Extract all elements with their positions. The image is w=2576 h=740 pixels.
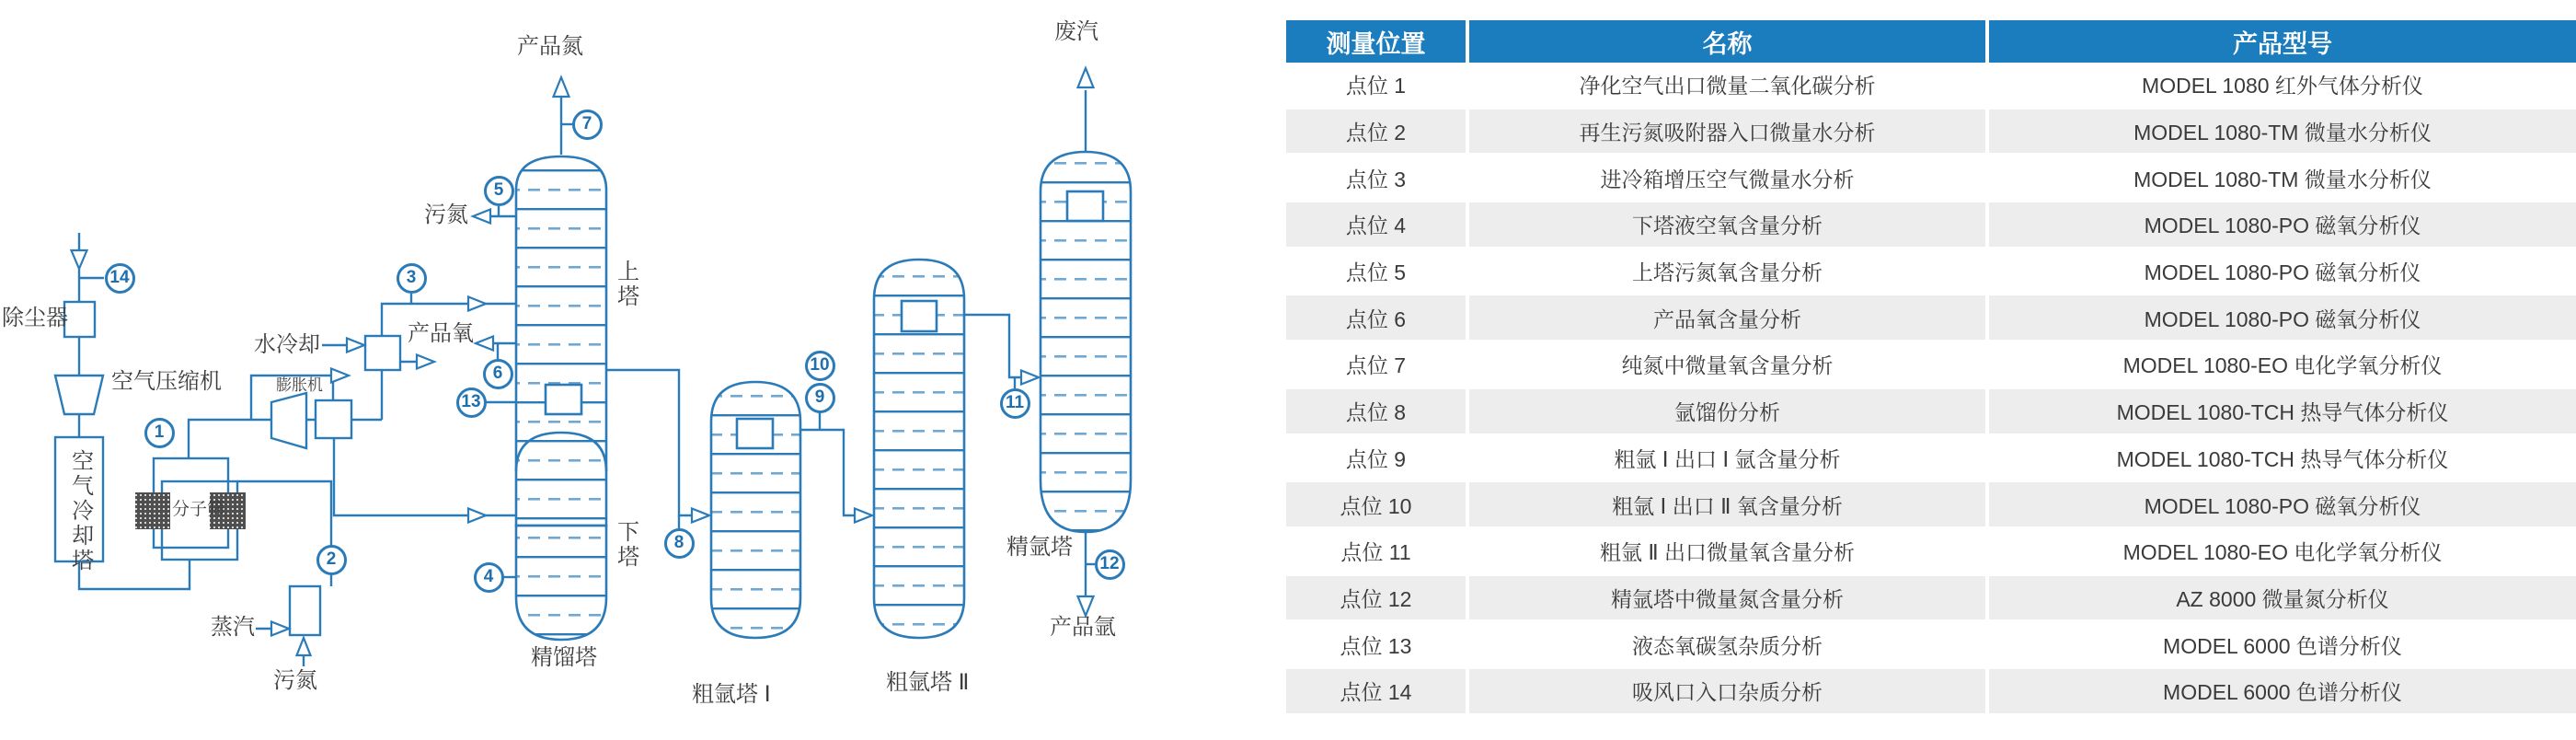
upper-column-label: 上塔 — [613, 260, 638, 309]
table-row — [1286, 482, 2576, 529]
expander-shape — [271, 393, 306, 448]
cell-measure-position: 点位 1 — [1286, 63, 1466, 107]
water-cooler-box — [365, 336, 400, 370]
cell-product-model: MODEL 1080-TCH 热导气体分析仪 — [1989, 436, 2576, 480]
lower-feed-arrow — [468, 509, 486, 523]
product-oxygen-label: 产品氧 — [408, 321, 474, 346]
header-measure-position: 测量位置 — [1286, 20, 1466, 63]
cell-name: 精氩塔中微量氮含量分析 — [1469, 576, 1985, 620]
molecular-sieve-bed-1 — [135, 492, 170, 529]
crude-argon-1-label: 粗氩塔 Ⅰ — [692, 682, 771, 707]
cell-name: 粗氩 Ⅱ 出口微量氧含量分析 — [1469, 529, 1985, 573]
cell-product-model: MODEL 6000 色谱分析仪 — [1989, 622, 2576, 666]
cell-measure-position: 点位 9 — [1286, 436, 1466, 480]
crude-argon-2-label: 粗氩塔 Ⅱ — [886, 670, 970, 695]
expander-label: 膨胀机 — [276, 376, 323, 394]
measure-point-10: 10 — [805, 351, 835, 381]
cell-measure-position: 点位 5 — [1286, 249, 1466, 294]
pure-argon-column-label: 精氩塔 — [1006, 535, 1073, 560]
product-argon-label: 产品氩 — [1050, 615, 1116, 640]
water-cooling-in-arrow — [347, 339, 364, 353]
table-row — [1286, 249, 2576, 296]
table-row — [1286, 342, 2576, 389]
cell-name: 产品氧含量分析 — [1469, 295, 1985, 340]
rectification-column-label: 精馏塔 — [531, 645, 597, 670]
measure-point-9: 9 — [805, 383, 835, 413]
measure-point-6: 6 — [483, 359, 513, 389]
cell-name: 纯氮中微量氧含量分析 — [1469, 342, 1985, 387]
table-row — [1286, 295, 2576, 342]
table-row — [1286, 156, 2576, 202]
cell-name: 氩馏份分析 — [1469, 389, 1985, 434]
cell-measure-position: 点位 11 — [1286, 529, 1466, 573]
lower-column-label: 下塔 — [613, 520, 638, 570]
air-cooling-tower-label: 空气冷却塔 — [67, 449, 93, 573]
cooler-out-arrow — [417, 355, 434, 369]
ca2-condenser-box — [902, 301, 937, 331]
cell-product-model: MODEL 1080-PO 磁氧分析仪 — [1989, 202, 2576, 247]
measure-point-11: 11 — [1000, 388, 1030, 419]
table-row — [1286, 202, 2576, 249]
molecular-sieve-label: 分子筛 — [172, 500, 225, 519]
cell-product-model: MODEL 1080-EO 电化学氧分析仪 — [1989, 342, 2576, 387]
upper-feed-arrow — [468, 297, 486, 311]
pa-feed-arrow — [1021, 371, 1039, 385]
cell-name: 再生污氮吸附器入口微量水分析 — [1469, 110, 1985, 154]
steam-in-arrow — [271, 622, 289, 636]
cell-measure-position: 点位 8 — [1286, 389, 1466, 434]
water-cooling-label: 水冷却 — [254, 332, 320, 357]
measure-point-14: 14 — [105, 263, 135, 294]
cell-product-model: MODEL 1080 红外气体分析仪 — [1989, 63, 2576, 107]
cell-measure-position: 点位 13 — [1286, 622, 1466, 666]
ca1-condenser-box — [737, 419, 773, 448]
cell-name: 吸风口入口杂质分析 — [1469, 669, 1985, 713]
expander-aftercooler-box — [316, 400, 351, 438]
cell-name: 净化空气出口微量二氧化碳分析 — [1469, 63, 1985, 107]
pa-condenser-box — [1067, 191, 1103, 221]
ca1-feed-arrow — [692, 509, 709, 523]
cell-product-model: AZ 8000 微量氮分析仪 — [1989, 576, 2576, 620]
table-row — [1286, 63, 2576, 110]
measure-point-7: 7 — [572, 110, 603, 140]
main-condenser-box — [546, 385, 581, 414]
measure-point-2: 2 — [316, 545, 347, 575]
cell-name: 粗氩 Ⅰ 出口 Ⅰ 氩含量分析 — [1469, 436, 1985, 480]
measure-point-3: 3 — [397, 263, 427, 294]
header-product-model: 产品型号 — [1989, 20, 2576, 63]
cell-name: 粗氩 Ⅰ 出口 Ⅱ 氧含量分析 — [1469, 482, 1985, 526]
header-name: 名称 — [1469, 20, 1985, 63]
table-header-row — [1286, 20, 2576, 63]
cell-name: 液态氧碳氢杂质分析 — [1469, 622, 1985, 666]
cell-measure-position: 点位 14 — [1286, 669, 1466, 713]
air-inlet-arrow — [72, 250, 87, 269]
expander-branch-arrow — [331, 369, 349, 383]
process-flow-diagram — [0, 0, 1279, 740]
table-row — [1286, 576, 2576, 623]
cell-product-model: MODEL 6000 色谱分析仪 — [1989, 669, 2576, 713]
cell-product-model: MODEL 1080-TM 微量水分析仪 — [1989, 110, 2576, 154]
cell-product-model: MODEL 1080-PO 磁氧分析仪 — [1989, 482, 2576, 526]
table-row — [1286, 622, 2576, 669]
product-o2-out-arrow — [476, 337, 493, 351]
table-row — [1286, 389, 2576, 436]
cell-measure-position: 点位 6 — [1286, 295, 1466, 340]
ca2-feed-arrow — [855, 509, 872, 523]
table-row — [1286, 669, 2576, 716]
cell-measure-position: 点位 2 — [1286, 110, 1466, 154]
cell-name: 上塔污氮氧含量分析 — [1469, 249, 1985, 294]
product-nitrogen-label: 产品氮 — [517, 34, 583, 59]
waste-nitrogen-top-label: 污氮 — [424, 202, 468, 227]
cell-product-model: MODEL 1080-EO 电化学氧分析仪 — [1989, 529, 2576, 573]
air-compressor-label: 空气压缩机 — [111, 369, 222, 394]
table-body — [1286, 63, 2576, 716]
table-row — [1286, 110, 2576, 156]
cell-product-model: MODEL 1080-PO 磁氧分析仪 — [1989, 295, 2576, 340]
cell-product-model: MODEL 1080-PO 磁氧分析仪 — [1989, 249, 2576, 294]
measure-point-4: 4 — [474, 562, 504, 593]
cell-product-model: MODEL 1080-TCH 热导气体分析仪 — [1989, 389, 2576, 434]
steam-heater-box — [290, 586, 320, 635]
air-compressor-shape — [55, 376, 103, 414]
table-row — [1286, 529, 2576, 576]
waste-vapor-label: 废汽 — [1054, 19, 1098, 44]
cell-measure-position: 点位 12 — [1286, 576, 1466, 620]
product-n2-arrow — [554, 77, 569, 97]
dust-remover-label: 除尘器 — [2, 306, 68, 330]
cell-measure-position: 点位 4 — [1286, 202, 1466, 247]
waste-n2-in-arrow — [297, 638, 311, 655]
waste-nitrogen-regen-label: 污氮 — [273, 668, 317, 693]
cell-measure-position: 点位 7 — [1286, 342, 1466, 387]
waste-n2-out-arrow — [473, 210, 490, 224]
cell-measure-position: 点位 3 — [1286, 156, 1466, 200]
measure-point-8: 8 — [664, 528, 695, 559]
cell-name: 下塔液空氧含量分析 — [1469, 202, 1985, 247]
product-ar-arrow — [1078, 596, 1094, 616]
upper-column-vessel — [516, 156, 606, 526]
dust-remover-box — [64, 302, 95, 337]
measure-point-5: 5 — [484, 176, 514, 206]
measure-point-13: 13 — [456, 387, 487, 418]
table-row — [1286, 436, 2576, 483]
measure-point-1: 1 — [144, 418, 175, 448]
cell-measure-position: 点位 10 — [1286, 482, 1466, 526]
measure-point-12: 12 — [1095, 549, 1125, 580]
cell-product-model: MODEL 1080-TM 微量水分析仪 — [1989, 156, 2576, 200]
steam-label: 蒸汽 — [211, 615, 255, 640]
measurement-table — [1286, 20, 2576, 716]
waste-vapor-arrow — [1078, 68, 1094, 87]
lower-column-vessel — [516, 526, 606, 640]
cell-name: 进冷箱增压空气微量水分析 — [1469, 156, 1985, 200]
